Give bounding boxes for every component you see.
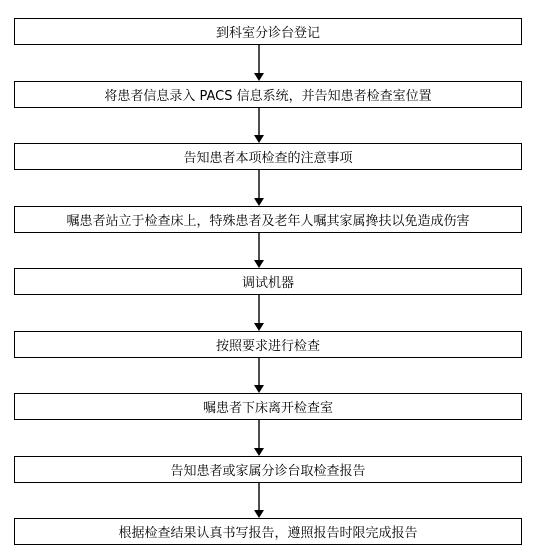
flow-step-label: 到科室分诊台登记 <box>215 26 320 41</box>
flow-step-4 <box>14 206 522 233</box>
arrow-head <box>254 510 264 518</box>
flow-step-label: 告知患者或家属分诊台取检查报告 <box>170 464 366 479</box>
flow-step-label: 嘱患者站立于检查床上，特殊患者及老年人嘱其家属搀扶以免造成伤害 <box>66 214 470 229</box>
flow-step-7 <box>14 393 522 420</box>
flow-step-label: 按照要求进行检查 <box>215 339 320 354</box>
flow-step-label: 根据检查结果认真书写报告，遵照报告时限完成报告 <box>118 526 418 541</box>
arrow-head <box>254 260 264 268</box>
flow-step-label: 嘱患者下床离开检查室 <box>202 401 333 416</box>
flow-step-8 <box>14 456 522 483</box>
flow-arrow-3 <box>252 170 266 206</box>
flow-arrow-8 <box>252 483 266 518</box>
flow-arrow-4 <box>252 233 266 268</box>
flow-arrow-5 <box>252 295 266 331</box>
arrow-head <box>254 448 264 456</box>
arrow-head <box>254 323 264 331</box>
flow-step-9 <box>14 518 522 545</box>
flow-step-2 <box>14 81 522 108</box>
flow-arrow-7 <box>252 420 266 456</box>
flow-step-6 <box>14 331 522 358</box>
flow-step-label: 将患者信息录入 PACS 信息系统，并告知患者检查室位置 <box>104 89 432 104</box>
arrow-head <box>254 73 264 81</box>
flow-arrow-6 <box>252 358 266 393</box>
flow-step-label: 调试机器 <box>241 276 294 291</box>
arrow-head <box>254 135 264 143</box>
flow-arrow-2 <box>252 108 266 143</box>
flow-step-label: 告知患者本项检查的注意事项 <box>183 151 353 166</box>
flow-step-1 <box>14 18 522 45</box>
flow-arrow-1 <box>252 45 266 81</box>
flow-step-5 <box>14 268 522 295</box>
flow-step-3 <box>14 143 522 170</box>
arrow-head <box>254 385 264 393</box>
arrow-head <box>254 198 264 206</box>
